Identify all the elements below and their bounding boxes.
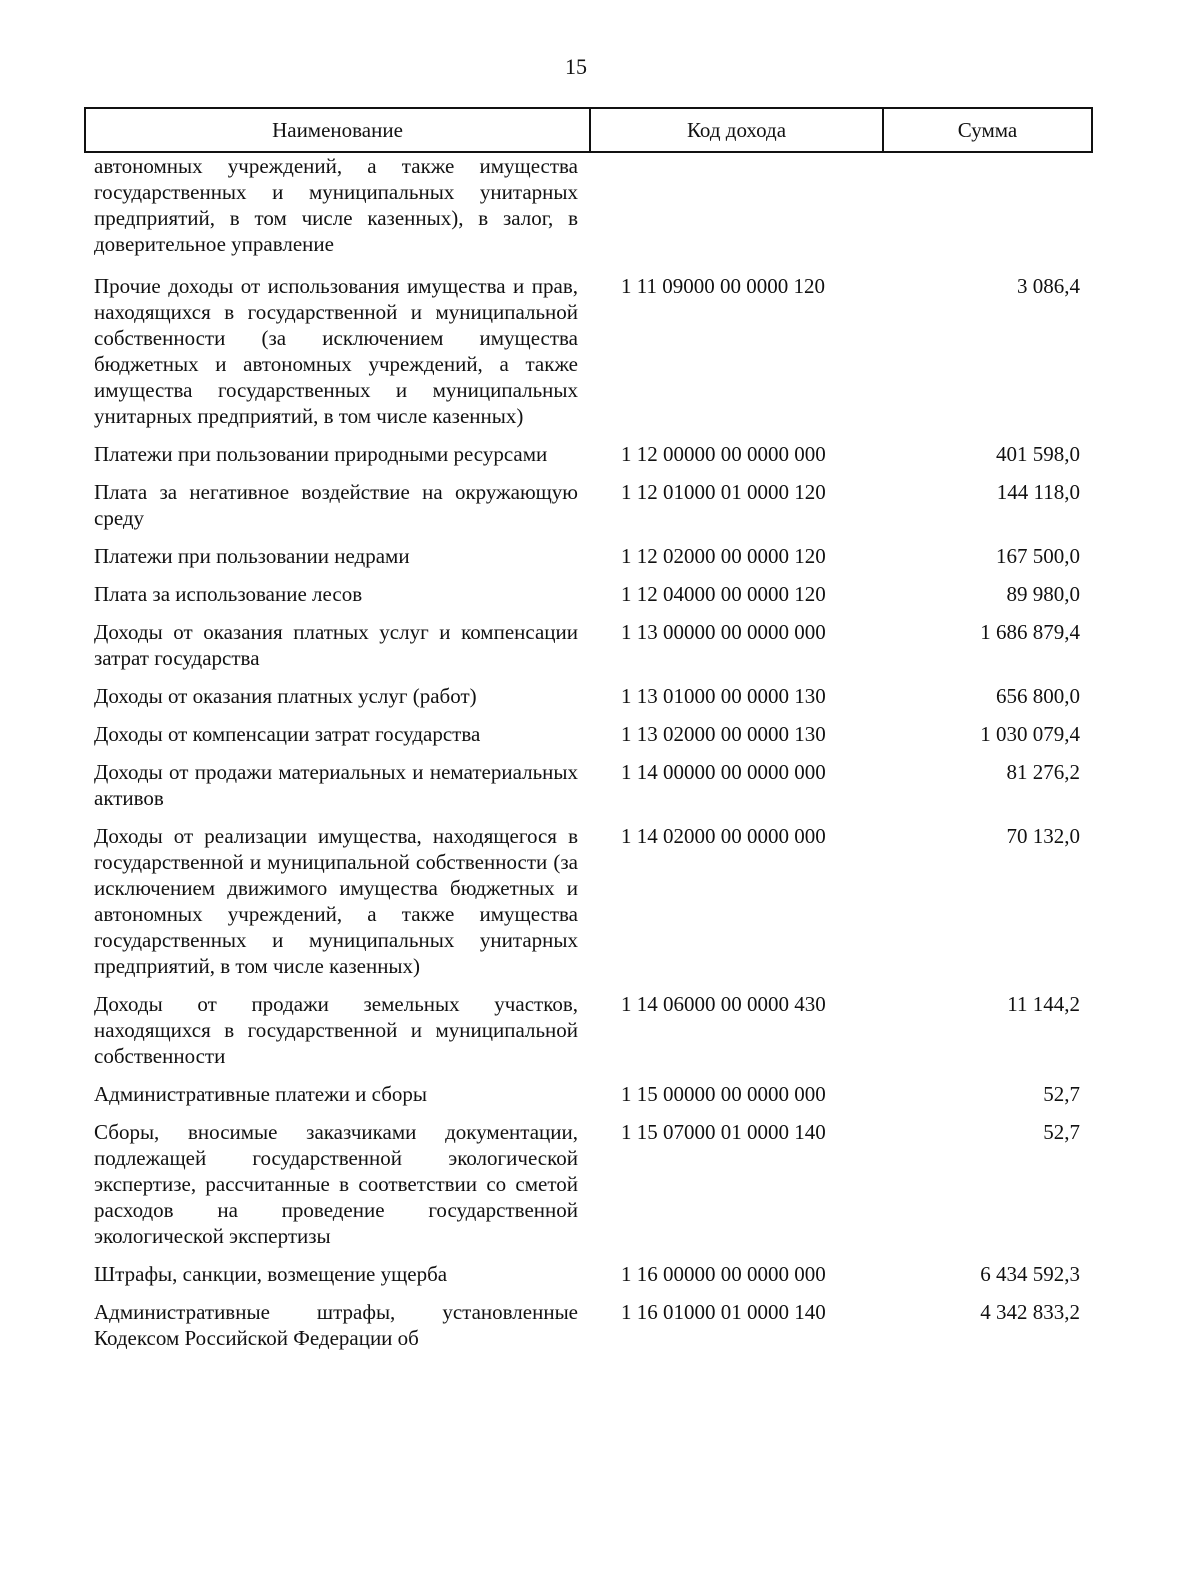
row-name: Доходы от продажи материальных и нематериальных активов	[94, 760, 578, 810]
row-sum: 656 800,0	[996, 684, 1080, 708]
table-header	[84, 107, 1093, 153]
row-name: Административные штрафы, установленные Кодексом Российской Федерации об	[94, 1300, 578, 1350]
table-row	[0, 543, 1200, 569]
row-code: 1 12 04000 00 0000 120	[621, 582, 826, 606]
row-sum: 70 132,0	[1006, 824, 1080, 848]
table-row	[0, 273, 1200, 429]
row-code: 1 15 00000 00 0000 000	[621, 1082, 826, 1106]
row-name: Прочие доходы от использования имущества и прав, находящихся в государственной и муниципальной собственности (за исключением имущества бюджетных и автономных учреждений, а также имущества государственных и муниципальных унитарных предприятий, в том числе казенных)	[94, 274, 578, 428]
row-code: 1 13 00000 00 0000 000	[621, 620, 826, 644]
row-name: Доходы от оказания платных услуг (работ)	[94, 684, 477, 708]
row-name: Штрафы, санкции, возмещение ущерба	[94, 1262, 448, 1286]
row-sum: 52,7	[1043, 1082, 1080, 1106]
row-sum: 81 276,2	[1006, 760, 1080, 784]
table-row	[0, 991, 1200, 1069]
row-code: 1 14 00000 00 0000 000	[621, 760, 826, 784]
row-name: автономных учреждений, а также имущества государственных и муниципальных унитарных предприятий, в том числе казенных), в залог, в доверительное управление	[94, 154, 578, 256]
table-row	[0, 1261, 1200, 1287]
row-sum: 144 118,0	[996, 480, 1080, 504]
row-code: 1 14 02000 00 0000 000	[621, 824, 826, 848]
row-sum: 167 500,0	[996, 544, 1080, 568]
column-header-sum: Сумма	[957, 117, 1018, 142]
table-body	[0, 153, 1200, 1363]
row-sum: 4 342 833,2	[980, 1300, 1080, 1324]
row-code: 1 16 01000 01 0000 140	[621, 1300, 826, 1324]
table-row	[0, 683, 1200, 709]
table-row	[0, 721, 1200, 747]
row-name: Плата за использование лесов	[94, 582, 363, 606]
row-code: 1 11 09000 00 0000 120	[621, 274, 825, 298]
table-row	[0, 1299, 1200, 1351]
row-code: 1 13 02000 00 0000 130	[621, 722, 826, 746]
table-row	[0, 153, 1200, 257]
table-row	[0, 759, 1200, 811]
column-header-code: Код дохода	[591, 109, 884, 151]
page-number: 15	[565, 54, 587, 79]
row-name: Доходы от продажи земельных участков, находящихся в государственной и муниципальной собственности	[94, 992, 578, 1068]
row-name: Сборы, вносимые заказчиками документации, подлежащей государственной экологической экспертизе, рассчитанные в соответствии со сметой расходов на проведение государственной экологической экспертизы	[94, 1120, 578, 1248]
row-sum: 6 434 592,3	[980, 1262, 1080, 1286]
table-row	[0, 441, 1200, 467]
row-sum: 1 030 079,4	[980, 722, 1080, 746]
row-name: Платежи при пользовании природными ресурсами	[94, 442, 548, 466]
table-row	[0, 581, 1200, 607]
row-code: 1 12 02000 00 0000 120	[621, 544, 826, 568]
row-code: 1 15 07000 01 0000 140	[621, 1120, 826, 1144]
row-name: Доходы от компенсации затрат государства	[94, 722, 481, 746]
row-code: 1 12 01000 01 0000 120	[621, 480, 826, 504]
row-name: Плата за негативное воздействие на окружающую среду	[94, 480, 578, 530]
row-name: Доходы от реализации имущества, находящегося в государственной и муниципальной собственности (за исключением движимого имущества бюджетных и автономных учреждений, а также имущества государственных и муниципальных унитарных предприятий, в том числе казенных)	[94, 824, 578, 978]
row-sum: 3 086,4	[1017, 274, 1080, 298]
row-name: Платежи при пользовании недрами	[94, 544, 410, 568]
table-row	[0, 1081, 1200, 1107]
table-row	[0, 479, 1200, 531]
row-name: Административные платежи и сборы	[94, 1082, 427, 1106]
row-sum: 11 144,2	[1007, 992, 1080, 1016]
table-row	[0, 823, 1200, 979]
row-code: 1 12 00000 00 0000 000	[621, 442, 826, 466]
table-row	[0, 1119, 1200, 1249]
row-sum: 89 980,0	[1006, 582, 1080, 606]
row-code: 1 14 06000 00 0000 430	[621, 992, 826, 1016]
column-header-name: Наименование	[86, 109, 591, 151]
row-sum: 52,7	[1043, 1120, 1080, 1144]
row-code: 1 13 01000 00 0000 130	[621, 684, 826, 708]
row-sum: 1 686 879,4	[980, 620, 1080, 644]
row-sum: 401 598,0	[996, 442, 1080, 466]
row-code: 1 16 00000 00 0000 000	[621, 1262, 826, 1286]
table-row	[0, 619, 1200, 671]
row-name: Доходы от оказания платных услуг и компенсации затрат государства	[94, 620, 578, 670]
